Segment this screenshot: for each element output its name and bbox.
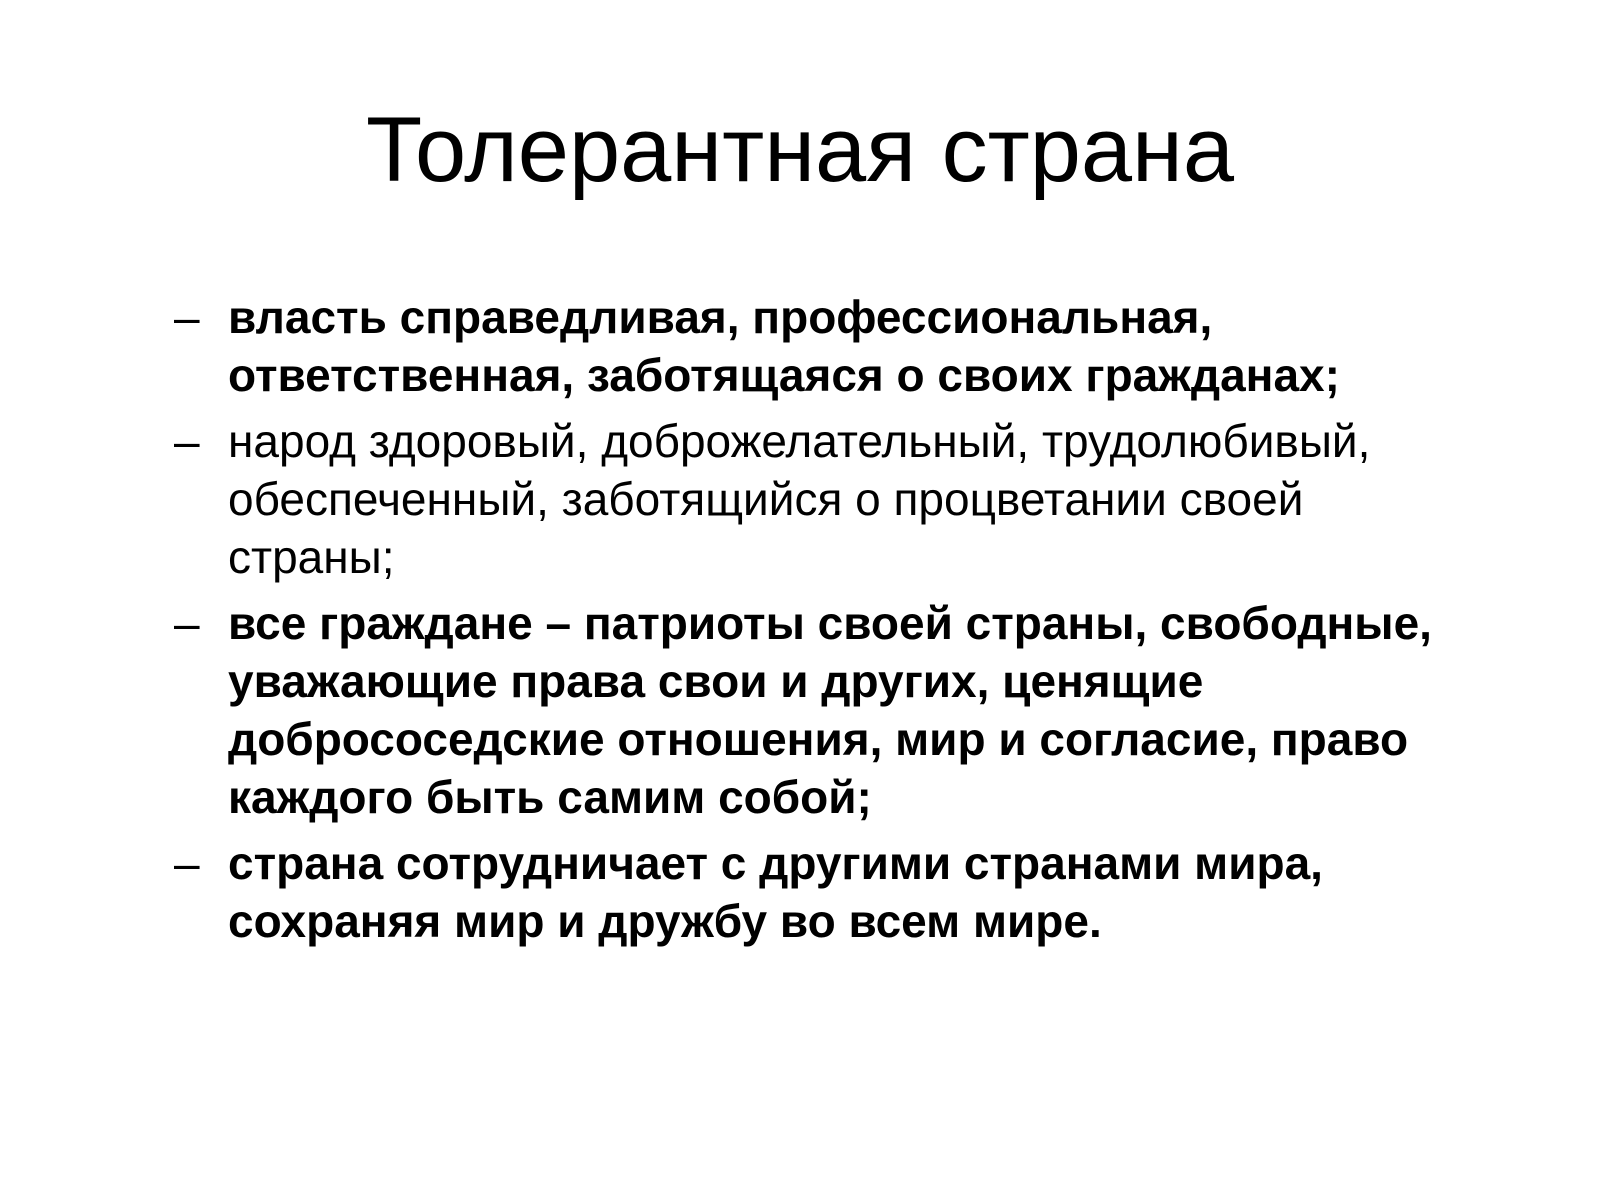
bullet-dash: – — [174, 837, 200, 889]
bullet-item-citizens — [174, 594, 1474, 826]
bullet-item-government — [174, 288, 1474, 404]
bullet-item-country — [174, 834, 1474, 950]
bullet-text: народ здоровый, доброжелательный, трудолюбивый, обеспеченный, заботящийся о процветании своей страны; — [228, 415, 1371, 583]
bullet-list — [174, 288, 1474, 958]
bullet-text: власть справедливая, профессиональная, ответственная, заботящаяся о своих гражданах; — [228, 291, 1340, 401]
bullet-text: страна сотрудничает с другими странами мира, сохраняя мир и дружбу во всем мире. — [228, 837, 1323, 947]
bullet-text: все граждане – патриоты своей страны, свободные, уважающие права свои и других, ценящие добрососедские отношения, мир и согласие, право каждого быть самим собой; — [228, 597, 1432, 823]
bullet-dash: – — [174, 415, 200, 467]
bullet-item-people — [174, 412, 1474, 586]
bullet-dash: – — [174, 597, 200, 649]
bullet-dash: – — [174, 291, 200, 343]
slide-title: Толерантная страна — [365, 99, 1235, 201]
